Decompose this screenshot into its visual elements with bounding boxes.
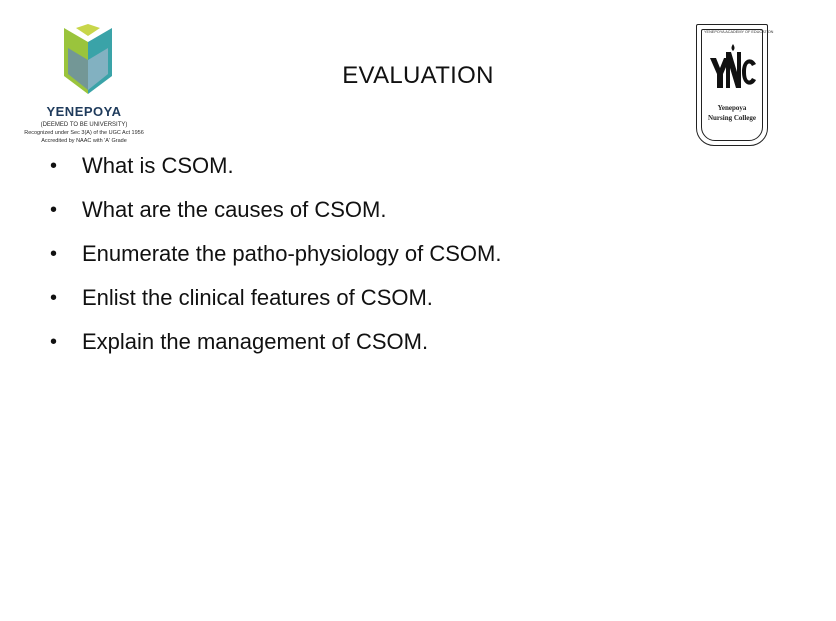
logo-left-recognition: Recognized under Sec 3(A) of the UGC Act 1956 <box>24 130 144 136</box>
ync-crest-icon <box>706 44 758 94</box>
bullet-text: Explain the management of CSOM. <box>82 329 429 354</box>
logo-left-subtitle: (DEEMED TO BE UNIVERSITY) <box>40 122 128 128</box>
bullet-text: Enlist the clinical features of CSOM. <box>82 285 433 310</box>
bullet-text: What is CSOM. <box>82 153 234 178</box>
yenepoya-nursing-college-logo <box>696 24 774 148</box>
bullet-text: What are the causes of CSOM. <box>82 197 387 222</box>
crest-line-1: Yenepoya <box>717 104 747 112</box>
logo-left-accreditation: Accredited by NAAC with 'A' Grade <box>41 138 127 144</box>
yenepoya-shield-icon <box>60 24 116 96</box>
bullet-dot: • <box>50 243 58 265</box>
crest-line-2: Nursing College <box>707 114 757 122</box>
bullet-dot: • <box>50 331 58 353</box>
bullet-dot: • <box>50 199 58 221</box>
yenepoya-university-logo <box>24 24 144 154</box>
bullet-dot: • <box>50 155 58 177</box>
crest-top-text: YENEPOYA ACADEMY OF EDUCATION <box>704 30 774 34</box>
logo-left-name: YENEPOYA <box>46 104 122 119</box>
slide-title: EVALUATION <box>342 62 494 89</box>
bullet-dot: • <box>50 287 58 309</box>
bullet-text: Enumerate the patho-physiology of CSOM. <box>82 241 502 266</box>
